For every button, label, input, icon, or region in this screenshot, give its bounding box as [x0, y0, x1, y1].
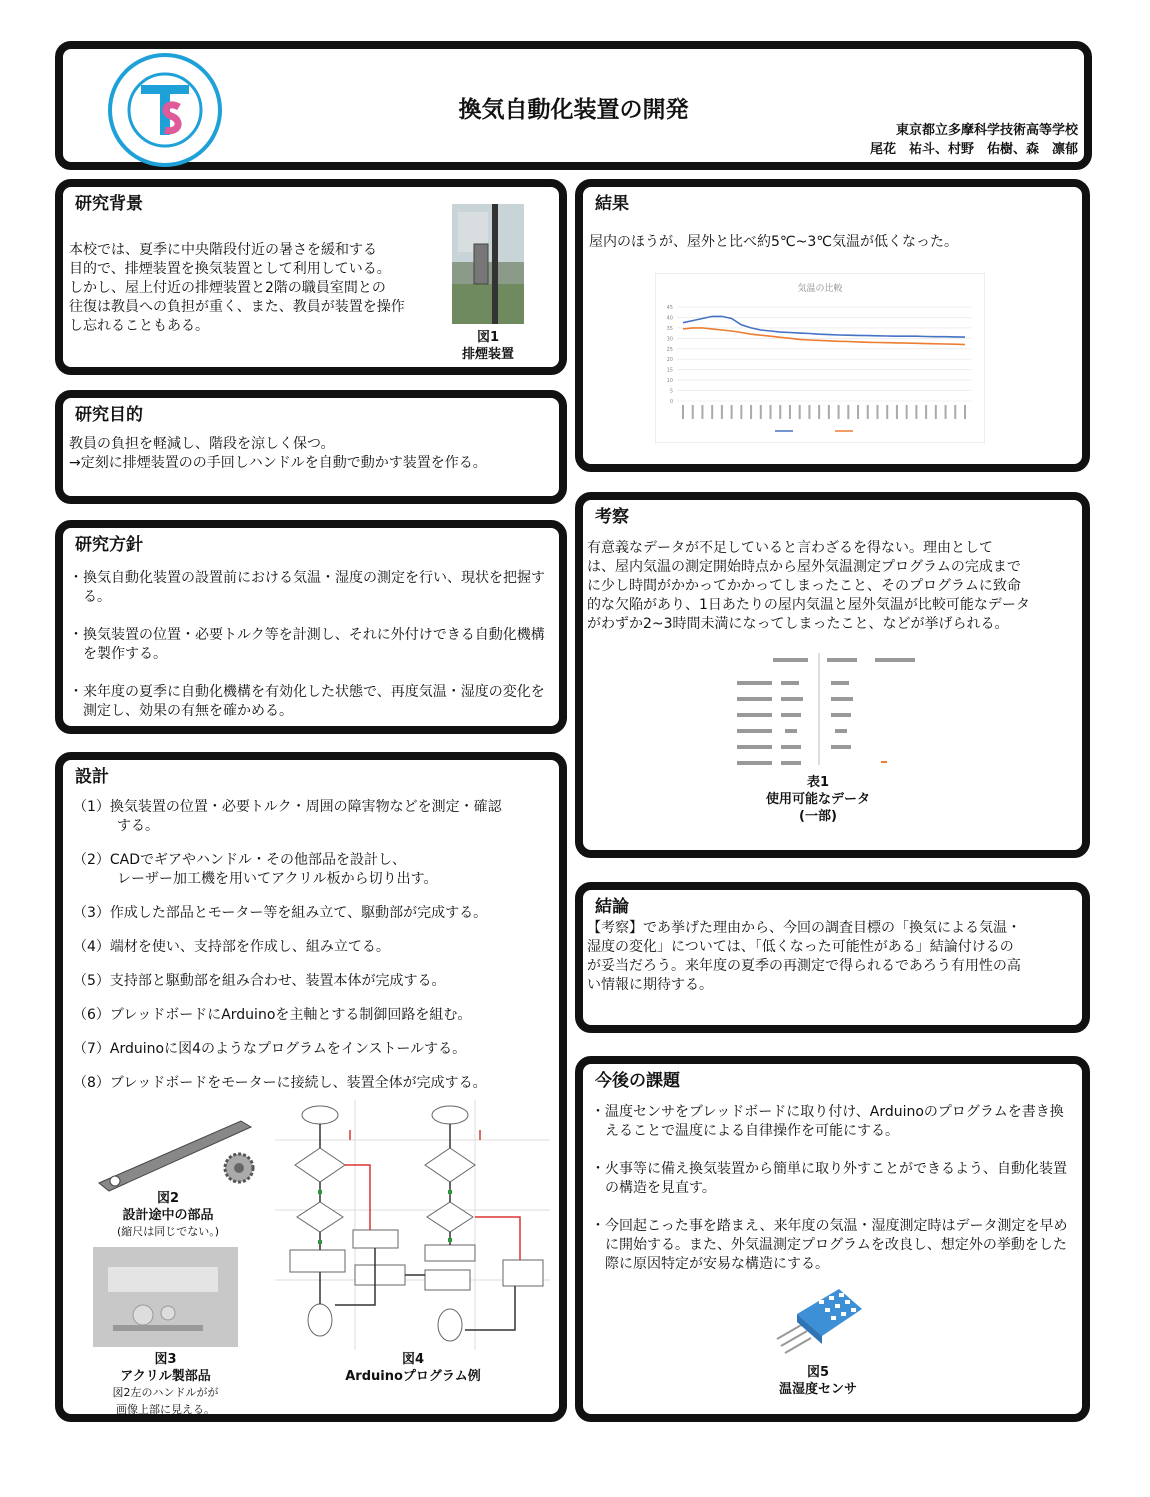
policy-list	[69, 569, 553, 740]
list-item: （8）ブレッドボードをモーターに接続し、装置全体が完成する。	[73, 1075, 487, 1091]
school-name: 東京都立多摩科学技術高等学校	[895, 123, 1078, 138]
figure2-caption: 図2 設計途中の部品	[122, 1191, 214, 1223]
section-heading: 研究方針	[75, 535, 143, 555]
background-panel	[55, 179, 567, 375]
future-list	[591, 1103, 1071, 1293]
design-panel	[55, 752, 567, 1422]
y-tick-label: 35	[666, 325, 673, 332]
x-tick-mark	[847, 405, 849, 419]
author-names: 尾花 祐斗、村野 佑樹、森 凛郁	[869, 142, 1078, 157]
x-tick-mark	[789, 405, 791, 419]
x-tick-mark	[935, 405, 937, 419]
y-tick-label: 0	[669, 399, 673, 405]
x-tick-mark	[721, 405, 723, 419]
list-item: （4）端材を使い、支持部を作成し、組み立てる。	[73, 939, 390, 955]
x-tick-mark	[906, 405, 908, 419]
x-tick-mark	[818, 405, 820, 419]
policy-panel	[55, 520, 567, 734]
purpose-text: 教員の負担を軽減し、階段を涼しく保つ。 →定刻に排煙装置のの手回しハンドルを自動で動かす装置を作る。	[69, 436, 487, 471]
x-tick-mark	[876, 405, 878, 419]
list-item: ・換気自動化装置の設置前における気温・湿度の測定を行い、現状を把握する。	[69, 570, 545, 605]
figure-design-parts	[91, 1113, 261, 1193]
x-tick-mark	[779, 405, 781, 419]
list-item: （1）換気装置の位置・必要トルク・周囲の障害物などを測定・確認 する。	[73, 799, 502, 834]
purpose-panel	[55, 390, 567, 504]
list-item: （2）CADでギアやハンドル・その他部品を設計し、 レーザー加工機を用いてアクリル板から切り出す。	[73, 852, 438, 887]
x-tick-mark	[750, 405, 752, 419]
section-heading: 研究目的	[75, 405, 143, 425]
y-tick-label: 15	[666, 367, 673, 374]
figure3-caption: 図3 アクリル製部品	[120, 1352, 211, 1384]
y-tick-label: 45	[666, 305, 673, 311]
figure-humidity-sensor	[767, 1284, 867, 1354]
future-panel	[575, 1056, 1090, 1422]
design-steps	[73, 798, 563, 1108]
conclusion-text: 【考察】であ挙げた理由から、今回の調査目標の「換気による気温・ 湿度の変化」については、「低くなった可能性がある」結論付けるの が妥当だろう。来年度の夏季の再測定で得られるであろう有用性の高 い情報に期待する。	[587, 920, 1021, 993]
section-heading: 今後の課題	[595, 1071, 680, 1091]
list-item: ・換気装置の位置・必要トルク等を計測し、それに外付けできる自動化機構を製作する。	[69, 627, 545, 662]
y-tick-label: 30	[666, 336, 673, 343]
discussion-text: 有意義なデータが不足していると言わざるを得ない。理由として は、屋内気温の測定開始時点から屋外気温測定プログラムの完成まで に少し時間がかかってかかってしまったこと、そのプログラムに致命 的な欠陥があり、1日あたりの屋内気温と屋外気温が比較可能なデータ がわずか2~3時間未満になってしまったこと、などが挙げられる。	[587, 540, 1030, 632]
table1-caption: 表1 使用可能なデータ (一部)	[765, 775, 870, 824]
y-tick-label: 25	[666, 346, 673, 353]
x-tick-mark	[740, 405, 742, 419]
y-tick-label: 10	[666, 378, 673, 385]
section-heading: 研究背景	[75, 194, 143, 214]
x-tick-mark	[964, 405, 966, 419]
x-tick-mark	[711, 405, 713, 419]
x-tick-mark	[867, 405, 869, 419]
list-item: （6）ブレッドボードにArduinoを主軸とする制御回路を組む。	[73, 1007, 472, 1023]
list-item: ・来年度の夏季に自動化機構を有効化した状態で、再度気温・湿度の変化を測定し、効果の有無を確かめる。	[69, 684, 545, 719]
figure3-note: 図2左のハンドルがが 画像上部に見える。	[112, 1386, 219, 1416]
x-tick-mark	[886, 405, 888, 419]
list-item: ・温度センサをブレッドボードに取り付け、Arduinoのプログラムを書き換えることで温度による自律操作を可能にする。	[591, 1104, 1064, 1139]
figure1-caption: 図1 排煙装置	[461, 330, 514, 362]
list-item: （3）作成した部品とモーター等を組み立て、駆動部が完成する。	[73, 905, 488, 921]
figure-arduino-flowchart	[275, 1100, 550, 1350]
header-panel	[55, 41, 1092, 170]
list-item: ・火事等に備え換気装置から簡単に取り外すことができるよう、自動化装置の構造を見直す。	[591, 1161, 1067, 1196]
figure-acrylic-parts	[93, 1247, 238, 1347]
conclusion-panel	[575, 882, 1090, 1033]
list-item: ・今回起こった事を踏まえ、来年度の気温・湿度測定時はデータ測定を早めに開始する。また、外気温測定プログラムを改良し、想定外の挙動をした際に原因特定が安易な構造にする。	[591, 1218, 1068, 1272]
section-heading: 考察	[595, 507, 629, 527]
temperature-chart	[655, 273, 985, 443]
data-table-image	[723, 653, 943, 768]
x-tick-mark	[857, 405, 859, 419]
x-tick-mark	[770, 405, 772, 419]
list-item: （5）支持部と駆動部を組み合わせ、装置本体が完成する。	[73, 973, 446, 989]
results-text: 屋内のほうが、屋外と比べ約5℃~3℃気温が低くなった。	[589, 234, 958, 250]
figure5-caption: 図5 温湿度センサ	[778, 1365, 857, 1397]
x-tick-mark	[692, 405, 694, 419]
y-tick-label: 40	[666, 315, 673, 322]
background-text: 本校では、夏季に中央階段付近の暑さを緩和する 目的で、排煙装置を換気装置として利用している。 しかし、屋上付近の排煙装置と2階の職員室間との 往復は教員への負担が重く、また、教員が装置を操作 し忘れることもある。	[69, 242, 405, 334]
y-tick-label: 20	[666, 357, 673, 364]
x-tick-mark	[760, 405, 762, 419]
x-tick-mark	[799, 405, 801, 419]
x-tick-mark	[682, 405, 684, 419]
section-heading: 設計	[75, 767, 109, 787]
list-item: （7）Arduinoに図4のようなプログラムをインストールする。	[73, 1041, 467, 1057]
x-tick-mark	[925, 405, 927, 419]
y-tick-label: 5	[669, 388, 673, 395]
x-tick-mark	[945, 405, 947, 419]
x-tick-mark	[731, 405, 733, 419]
x-tick-mark	[701, 405, 703, 419]
x-tick-mark	[954, 405, 956, 419]
figure2-note: (縮尺は同じでない。)	[116, 1225, 220, 1238]
x-tick-mark	[915, 405, 917, 419]
discussion-panel	[575, 492, 1090, 858]
x-tick-mark	[808, 405, 810, 419]
x-tick-mark	[828, 405, 830, 419]
x-tick-mark	[896, 405, 898, 419]
chart-title: 気温の比較	[797, 284, 843, 294]
section-heading: 結論	[595, 897, 629, 917]
poster-title: 換気自動化装置の開発	[458, 97, 689, 123]
x-tick-mark	[838, 405, 840, 419]
figure4-caption: 図4 Arduinoプログラム例	[345, 1352, 481, 1384]
results-panel	[575, 179, 1090, 472]
section-heading: 結果	[595, 194, 629, 214]
figure-exhaust-device	[452, 204, 524, 324]
